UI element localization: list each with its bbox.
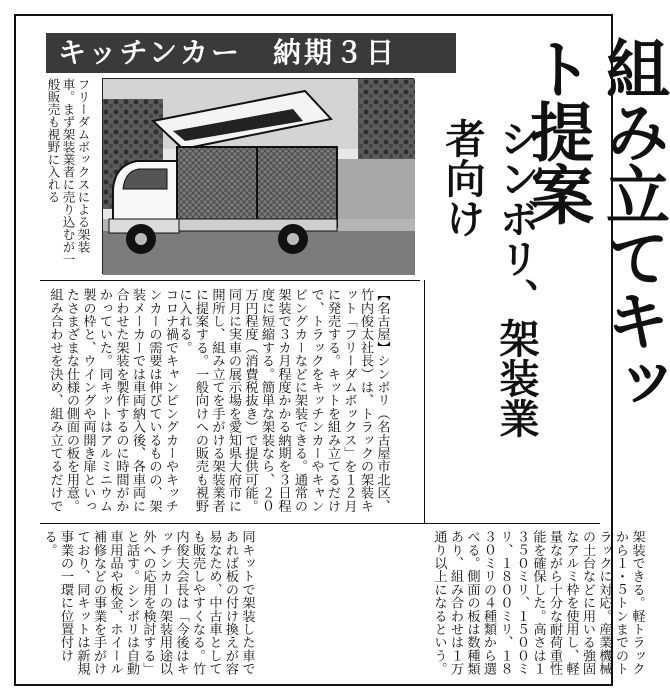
truck-illustration bbox=[103, 79, 415, 275]
article-body-col1: 【名古屋】シンボリ（名古屋市北区、竹内俊太社長）は、トラックの架装キット「フリーダムボックス」を１２月に発売する。キットを組み立てるだけで、トラックをキッチンカーやキャンピングカーなどに架装できる。通常の架装で３カ月程度かかる納期を３日程度に短縮する。簡単な架装なら、２０万円程度（消費税抜き）で提供可能。同月に実車の展示場を愛知県大府市に開所し、組み立てを手がける架装業者に提案する。一般向けへの販売も視野に入れる。 bbox=[176, 288, 390, 513]
column-rule bbox=[40, 523, 600, 524]
article-body-col2: コロナ禍でキャンピングカーやキッチンカーの需要は伸びているものの、架装メーカーでは車両納入後、各車両に合わせた架装を製作するのに時間がかかっていた。同キットはアルミニウム製の枠と、ウイングや両開き扉といったさまざまな仕様の側面の板を用意。組み合わせを決め、組み立てるだけで bbox=[47, 288, 178, 513]
article-body-col4: 同キットで架装した車であれば板の付け換えが容易なため、中古車としても販売しやすくなる。竹内俊夫会長は「今後はキッチンカーの架装用途以外への応用を検討する」と話す。シンボリは自動車用品や板金、ホイール補修などの事業を手がけており、同キットは新規事業の一環に位置付ける。 bbox=[41, 530, 255, 676]
kicker-banner: キッチンカー 納期３日 bbox=[46, 33, 456, 73]
column-divider bbox=[424, 280, 425, 524]
column-rule bbox=[40, 280, 420, 281]
headline: 組み立てキット提案 bbox=[519, 36, 669, 414]
article-body-col3: 架装できる。軽トラックから１・５トンまでのトラックに対応。産業機械の土台などに用いる強固なアルミ枠を使用し、軽量ながら十分な耐荷重性能を確保した。高さは１３５０ミリ、１５００ミリ、１８００ミリ、１８３０ミリの４種類から選べる。側面の板は数種類あり、組み合わせは１万通り以上になるという。 bbox=[431, 530, 645, 676]
subheadline: シンボリ、架装業者向け bbox=[439, 118, 539, 438]
truck-photo bbox=[102, 78, 414, 274]
photo-caption: フリーダムボックスによる架装車。まず架装業者に売り込むが一般販売も視野に入れる bbox=[46, 78, 91, 266]
